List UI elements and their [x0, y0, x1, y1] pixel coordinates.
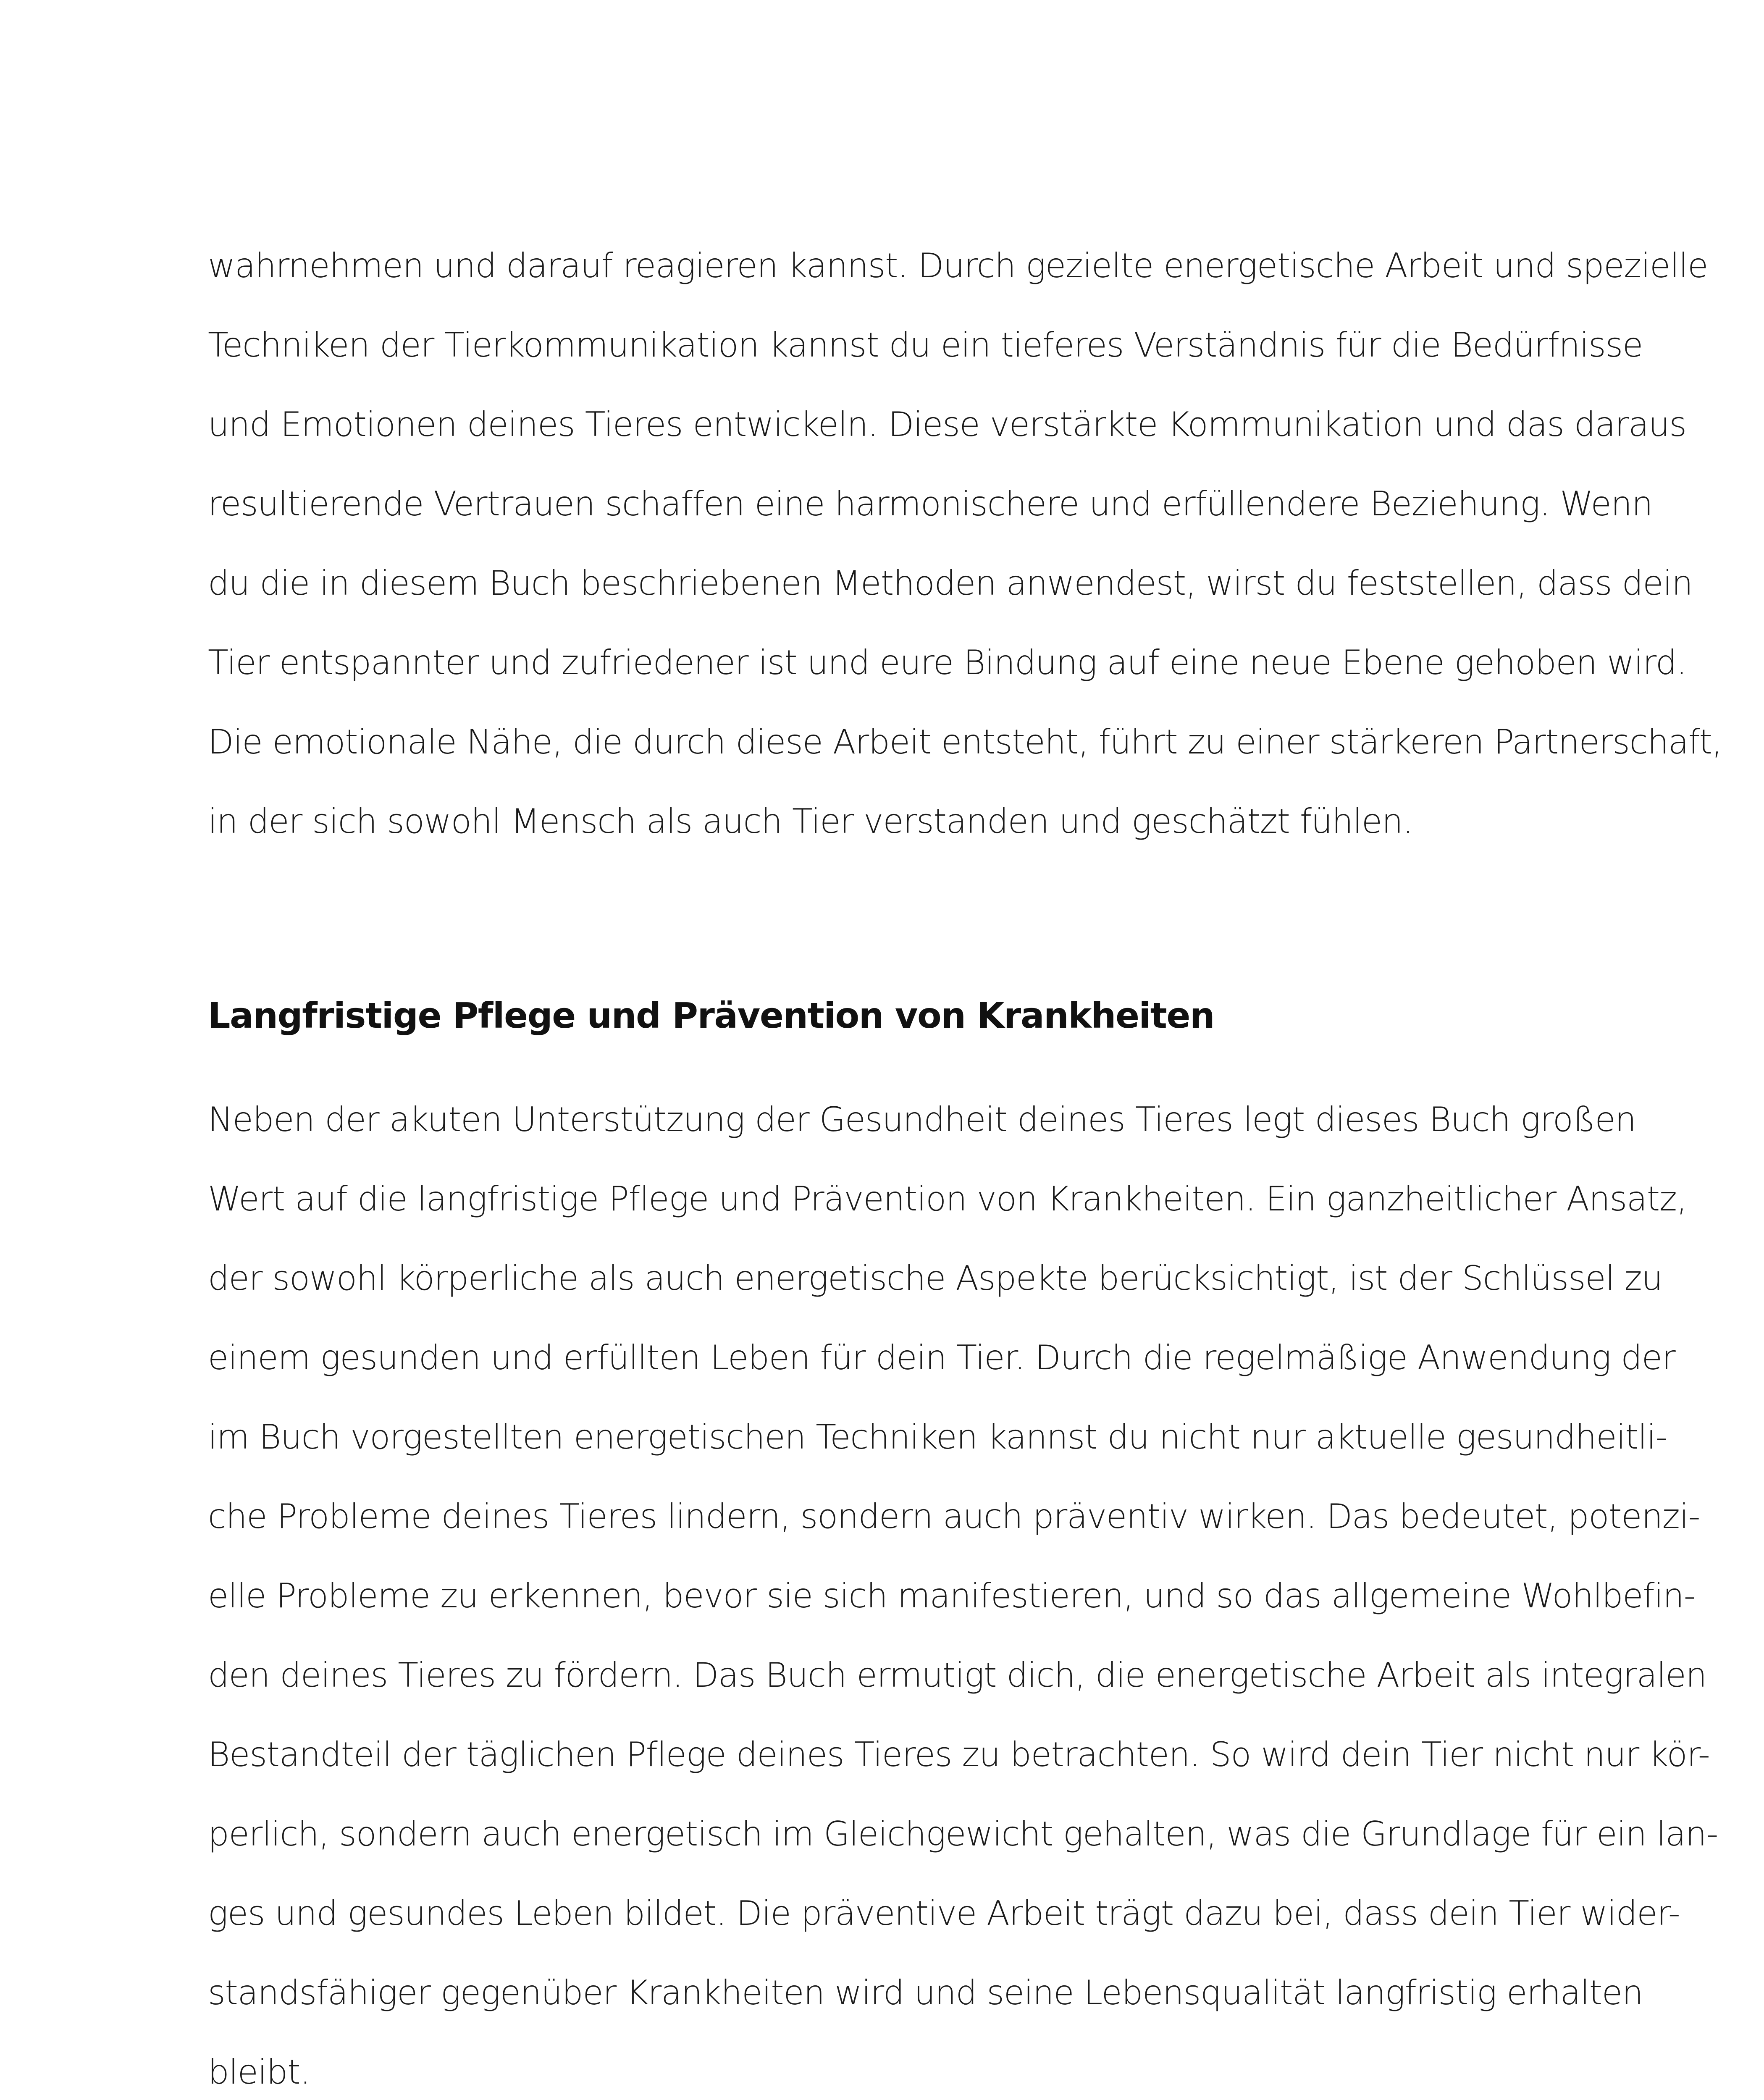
paragraph-prevention [208, 1080, 1718, 2100]
paragraph-line: Techniken der Tierkommunikation kannst du ein tieferes Verständnis für die Bedürfnisse [208, 326, 1643, 365]
paragraph-line: bleibt. [208, 2053, 310, 2092]
paragraph-line: einem gesunden und erfüllten Leben für dein Tier. Durch die regelmäßige Anwendung der [208, 1338, 1675, 1377]
paragraph-line: du die in diesem Buch beschriebenen Methoden anwendest, wirst du feststellen, dass dein [208, 564, 1693, 603]
paragraph-line: perlich, sondern auch energetisch im Gleichgewicht gehalten, was die Grundlage für ein lan- [208, 1814, 1718, 1853]
paragraph-line: den deines Tieres zu fördern. Das Buch ermutigt dich, die energetische Arbeit als integralen [208, 1656, 1706, 1695]
paragraph-line: in der sich sowohl Mensch als auch Tier verstanden und geschätzt fühlen. [208, 802, 1413, 841]
paragraph-line: Die emotionale Nähe, die durch diese Arbeit entsteht, führt zu einer stärkeren Partnerschaft, [208, 722, 1722, 761]
paragraph-line: standsfähiger gegenüber Krankheiten wird und seine Lebensqualität langfristig erhalten [208, 1973, 1643, 2012]
paragraph-line: Wert auf die langfristige Pflege und Prävention von Krankheiten. Ein ganzheitlicher Ansatz, [208, 1179, 1687, 1218]
paragraph-line: Bestandteil der täglichen Pflege deines Tieres zu betrachten. So wird dein Tier nicht nur kör- [208, 1735, 1710, 1774]
paragraph-line: Neben der akuten Unterstützung der Gesundheit deines Tieres legt dieses Buch großen [208, 1100, 1636, 1139]
paragraph-line: und Emotionen deines Tieres entwickeln. Diese verstärkte Kommunikation und das daraus [208, 405, 1686, 444]
paragraph-line: resultierende Vertrauen schaffen eine harmonischere und erfüllendere Beziehung. Wenn [208, 484, 1653, 523]
paragraph-line: wahrnehmen und darauf reagieren kannst. Durch gezielte energetische Arbeit und spezielle [208, 246, 1708, 285]
paragraph-line: ges und gesundes Leben bildet. Die präventive Arbeit trägt dazu bei, dass dein Tier wider- [208, 1894, 1680, 1933]
paragraph-line: che Probleme deines Tieres lindern, sondern auch präventiv wirken. Das bedeutet, potenzi- [208, 1497, 1700, 1536]
paragraph-line: elle Probleme zu erkennen, bevor sie sich manifestieren, und so das allgemeine Wohlbefin- [208, 1576, 1696, 1615]
section-heading: Langfristige Pflege und Prävention von Krankheiten [208, 995, 1215, 1036]
paragraph-intro [208, 226, 1722, 861]
paragraph-line: Tier entspannter und zufriedener ist und eure Bindung auf eine neue Ebene gehoben wird. [208, 643, 1687, 682]
paragraph-line: der sowohl körperliche als auch energetische Aspekte berücksichtigt, ist der Schlüssel zu [208, 1259, 1662, 1298]
paragraph-line: im Buch vorgestellten energetischen Techniken kannst du nicht nur aktuelle gesundheitli- [208, 1418, 1667, 1457]
